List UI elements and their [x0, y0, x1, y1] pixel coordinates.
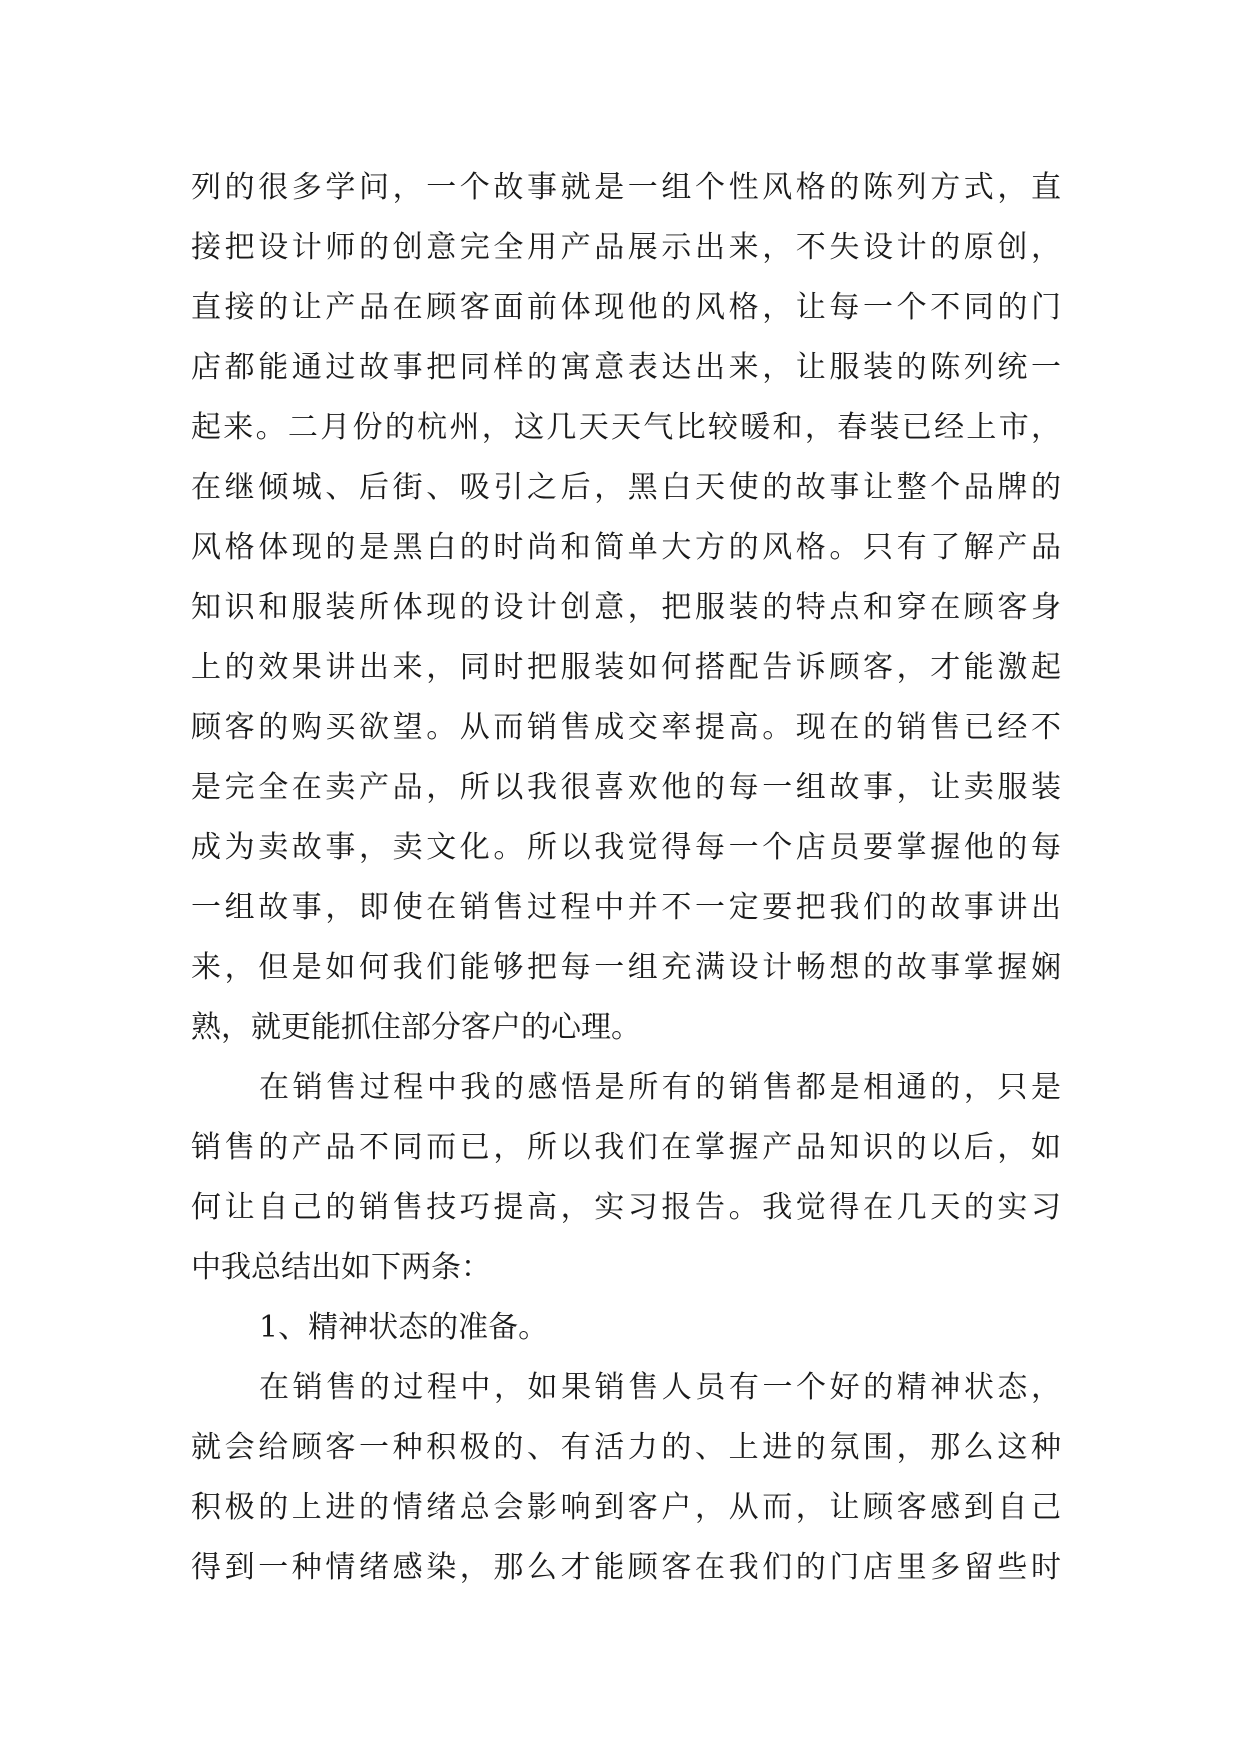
- text-line: 中我总结出如下两条：: [191, 1250, 491, 1285]
- text-line: 上的效果讲出来，同时把服装如何搭配告诉顾客，才能激起: [191, 650, 1061, 685]
- text-line: 一组故事，即使在销售过程中并不一定要把我们的故事讲出: [191, 890, 1061, 925]
- text-line: 在继倾城、后街、吸引之后，黑白天使的故事让整个品牌的: [191, 470, 1061, 505]
- text-line: 销售的产品不同而已，所以我们在掌握产品知识的以后，如: [191, 1130, 1061, 1165]
- text-line: 得到一种情绪感染，那么才能顾客在我们的门店里多留些时: [191, 1550, 1061, 1585]
- text-line: 知识和服装所体现的设计创意，把服装的特点和穿在顾客身: [191, 590, 1061, 625]
- text-line: 起来。二月份的杭州，这几天天气比较暖和，春装已经上市，: [191, 410, 1061, 445]
- text-line: 积极的上进的情绪总会影响到客户，从而，让顾客感到自己: [191, 1490, 1061, 1525]
- text-line: 店都能通过故事把同样的寓意表达出来，让服装的陈列统一: [191, 350, 1061, 385]
- text-line: 顾客的购买欲望。从而销售成交率提高。现在的销售已经不: [191, 710, 1061, 745]
- text-line: 何让自己的销售技巧提高，实习报告。我觉得在几天的实习: [191, 1190, 1061, 1225]
- text-line: 在销售的过程中，如果销售人员有一个好的精神状态，: [259, 1370, 1061, 1405]
- text-line: 风格体现的是黑白的时尚和简单大方的风格。只有了解产品: [191, 530, 1061, 565]
- text-line: 直接的让产品在顾客面前体现他的风格，让每一个不同的门: [191, 290, 1061, 325]
- text-line: 列的很多学问，一个故事就是一组个性风格的陈列方式，直: [191, 170, 1061, 205]
- text-line: 成为卖故事，卖文化。所以我觉得每一个店员要掌握他的每: [191, 830, 1061, 865]
- text-line: 就会给顾客一种积极的、有活力的、上进的氛围，那么这种: [191, 1430, 1061, 1465]
- body-text: [191, 158, 1061, 1598]
- text-line: 熟，就更能抓住部分客户的心理。: [191, 1010, 641, 1045]
- text-line: 接把设计师的创意完全用产品展示出来，不失设计的原创，: [191, 230, 1061, 265]
- text-line: 在销售过程中我的感悟是所有的销售都是相通的，只是: [259, 1070, 1061, 1105]
- text-line: 来，但是如何我们能够把每一组充满设计畅想的故事掌握娴: [191, 950, 1061, 985]
- text-line: 是完全在卖产品，所以我很喜欢他的每一组故事，让卖服装: [191, 770, 1061, 805]
- text-line: 1、精神状态的准备。: [259, 1310, 549, 1345]
